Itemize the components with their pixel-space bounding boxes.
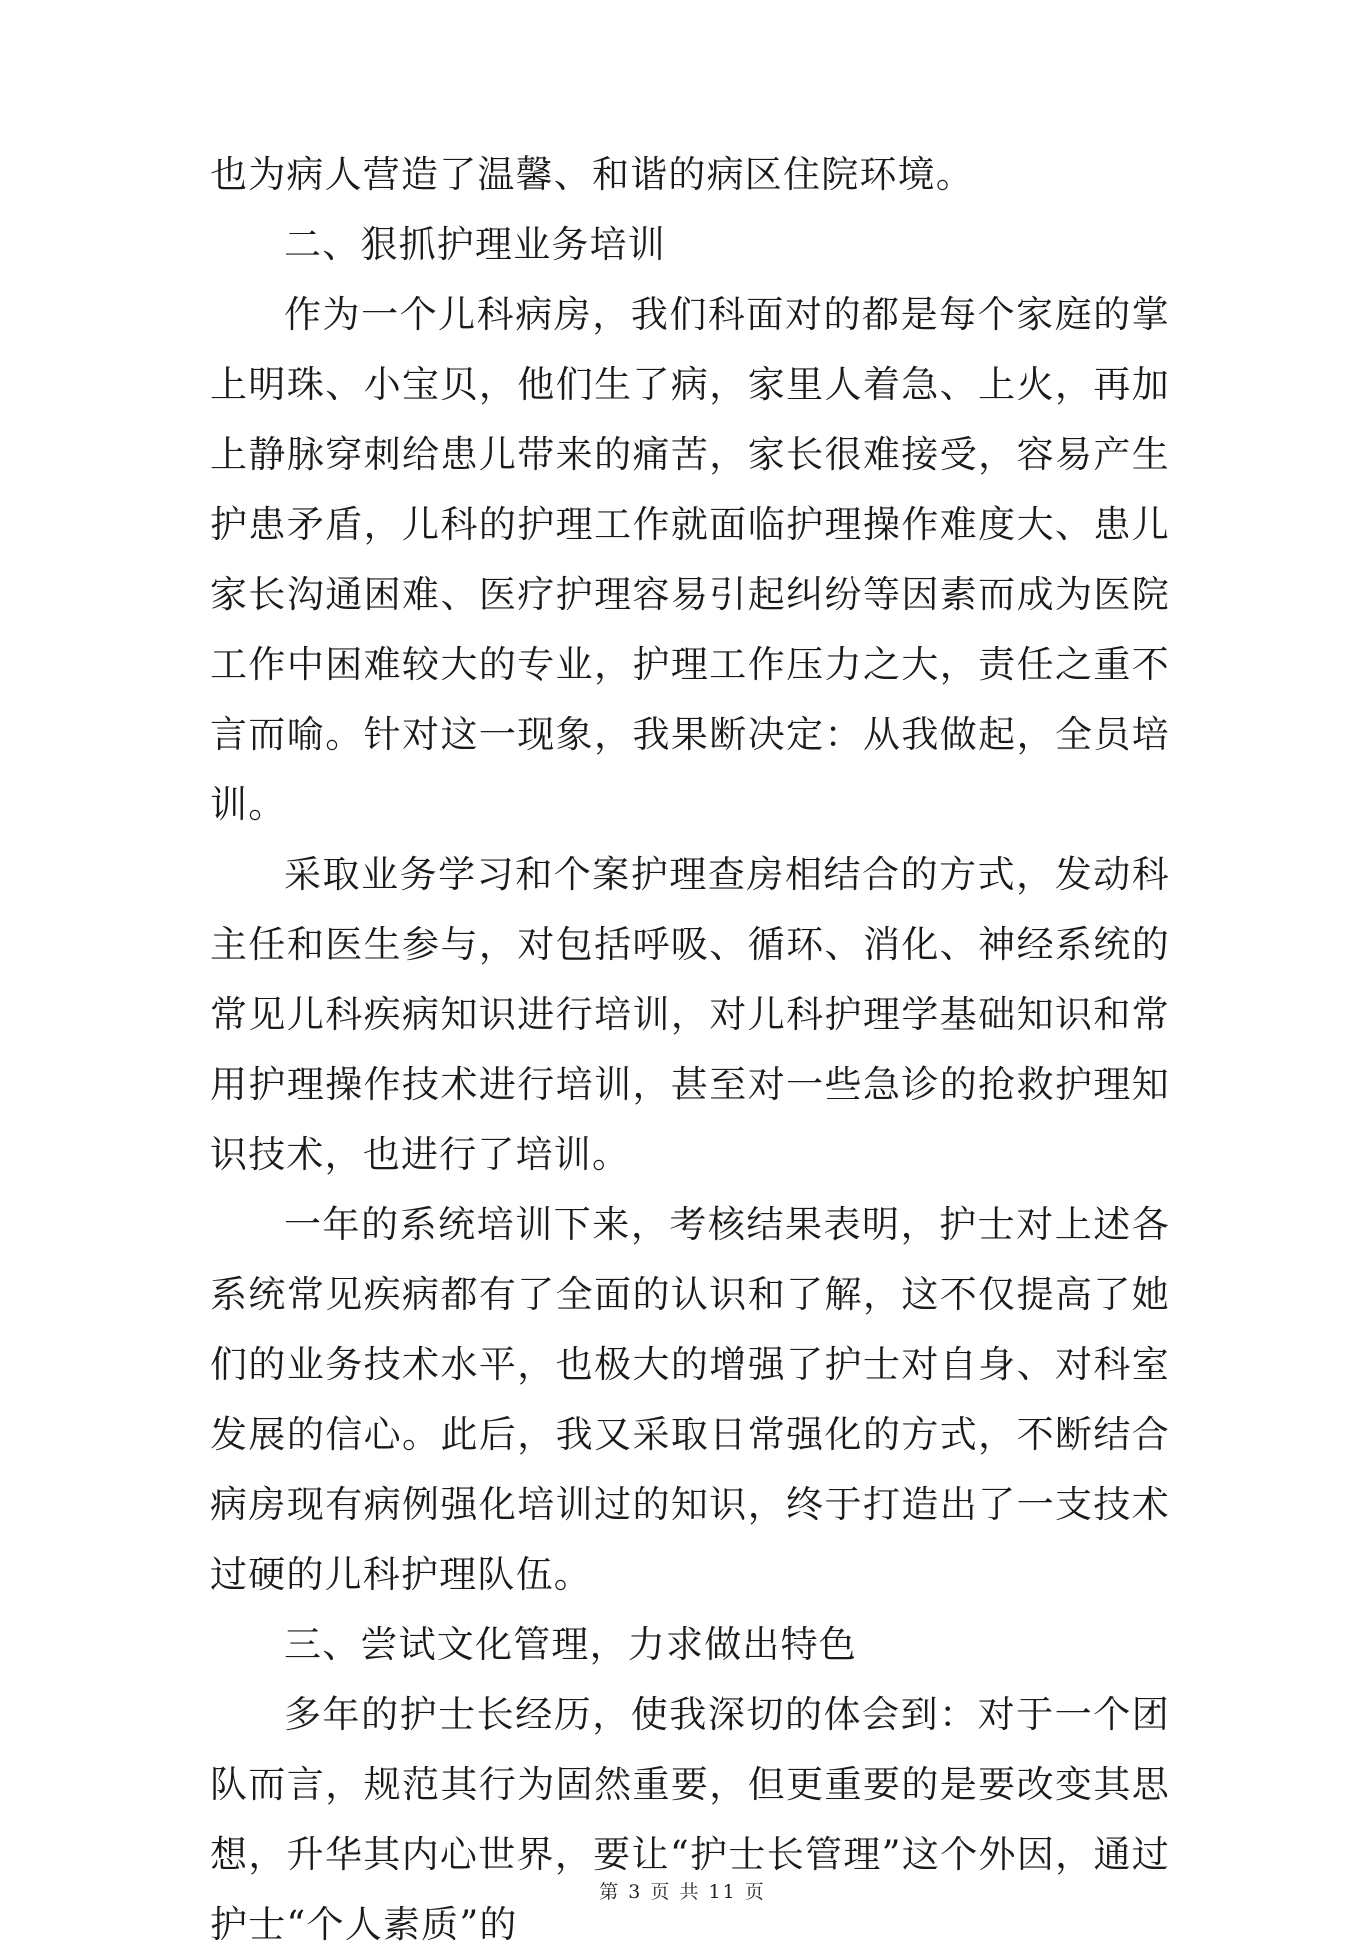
section-heading-3: 三、尝试文化管理，力求做出特色 (284, 1623, 857, 1666)
paragraph-4: 采取业务学习和个案护理查房相结合的方式，发动科主任和医生参与，对包括呼吸、循环、消化、神经系统的常见儿科疾病知识进行培训，对儿科护理学基础知识和常用护理操作技术进行培训，甚至对一些急诊的抢救护理知识技术，也进行了培训。 (210, 853, 1170, 1176)
paragraph-1: 也为病人营造了温馨、和谐的病区住院环境。 (210, 153, 974, 196)
document-body (210, 140, 1170, 1960)
paragraph-5: 一年的系统培训下来，考核结果表明，护士对上述各系统常见疾病都有了全面的认识和了解，这不仅提高了她们的业务技术水平，也极大的增强了护士对自身、对科室发展的信心。此后，我又采取日常强化的方式，不断结合病房现有病例强化培训过的知识，终于打造出了一支技术过硬的儿科护理队伍。 (210, 1203, 1170, 1596)
paragraph-7: 多年的护士长经历，使我深切的体会到：对于一个团队而言，规范其行为固然重要，但更重要的是要改变其思想，升华其内心世界，要让“护士长管理”这个外因，通过护士“个人素质”的 (210, 1693, 1170, 1946)
section-heading-2: 二、狠抓护理业务培训 (284, 223, 666, 266)
paragraph-3: 作为一个儿科病房，我们科面对的都是每个家庭的掌上明珠、小宝贝，他们生了病，家里人着急、上火，再加上静脉穿刺给患儿带来的痛苦，家长很难接受，容易产生护患矛盾，儿科的护理工作就面临护理操作难度大、患儿家长沟通困难、医疗护理容易引起纠纷等因素而成为医院工作中困难较大的专业，护理工作压力之大，责任之重不言而喻。针对这一现象，我果断决定：从我做起，全员培训。 (210, 293, 1170, 826)
page-number-footer: 第 3 页 共 11 页 (599, 1881, 766, 1903)
